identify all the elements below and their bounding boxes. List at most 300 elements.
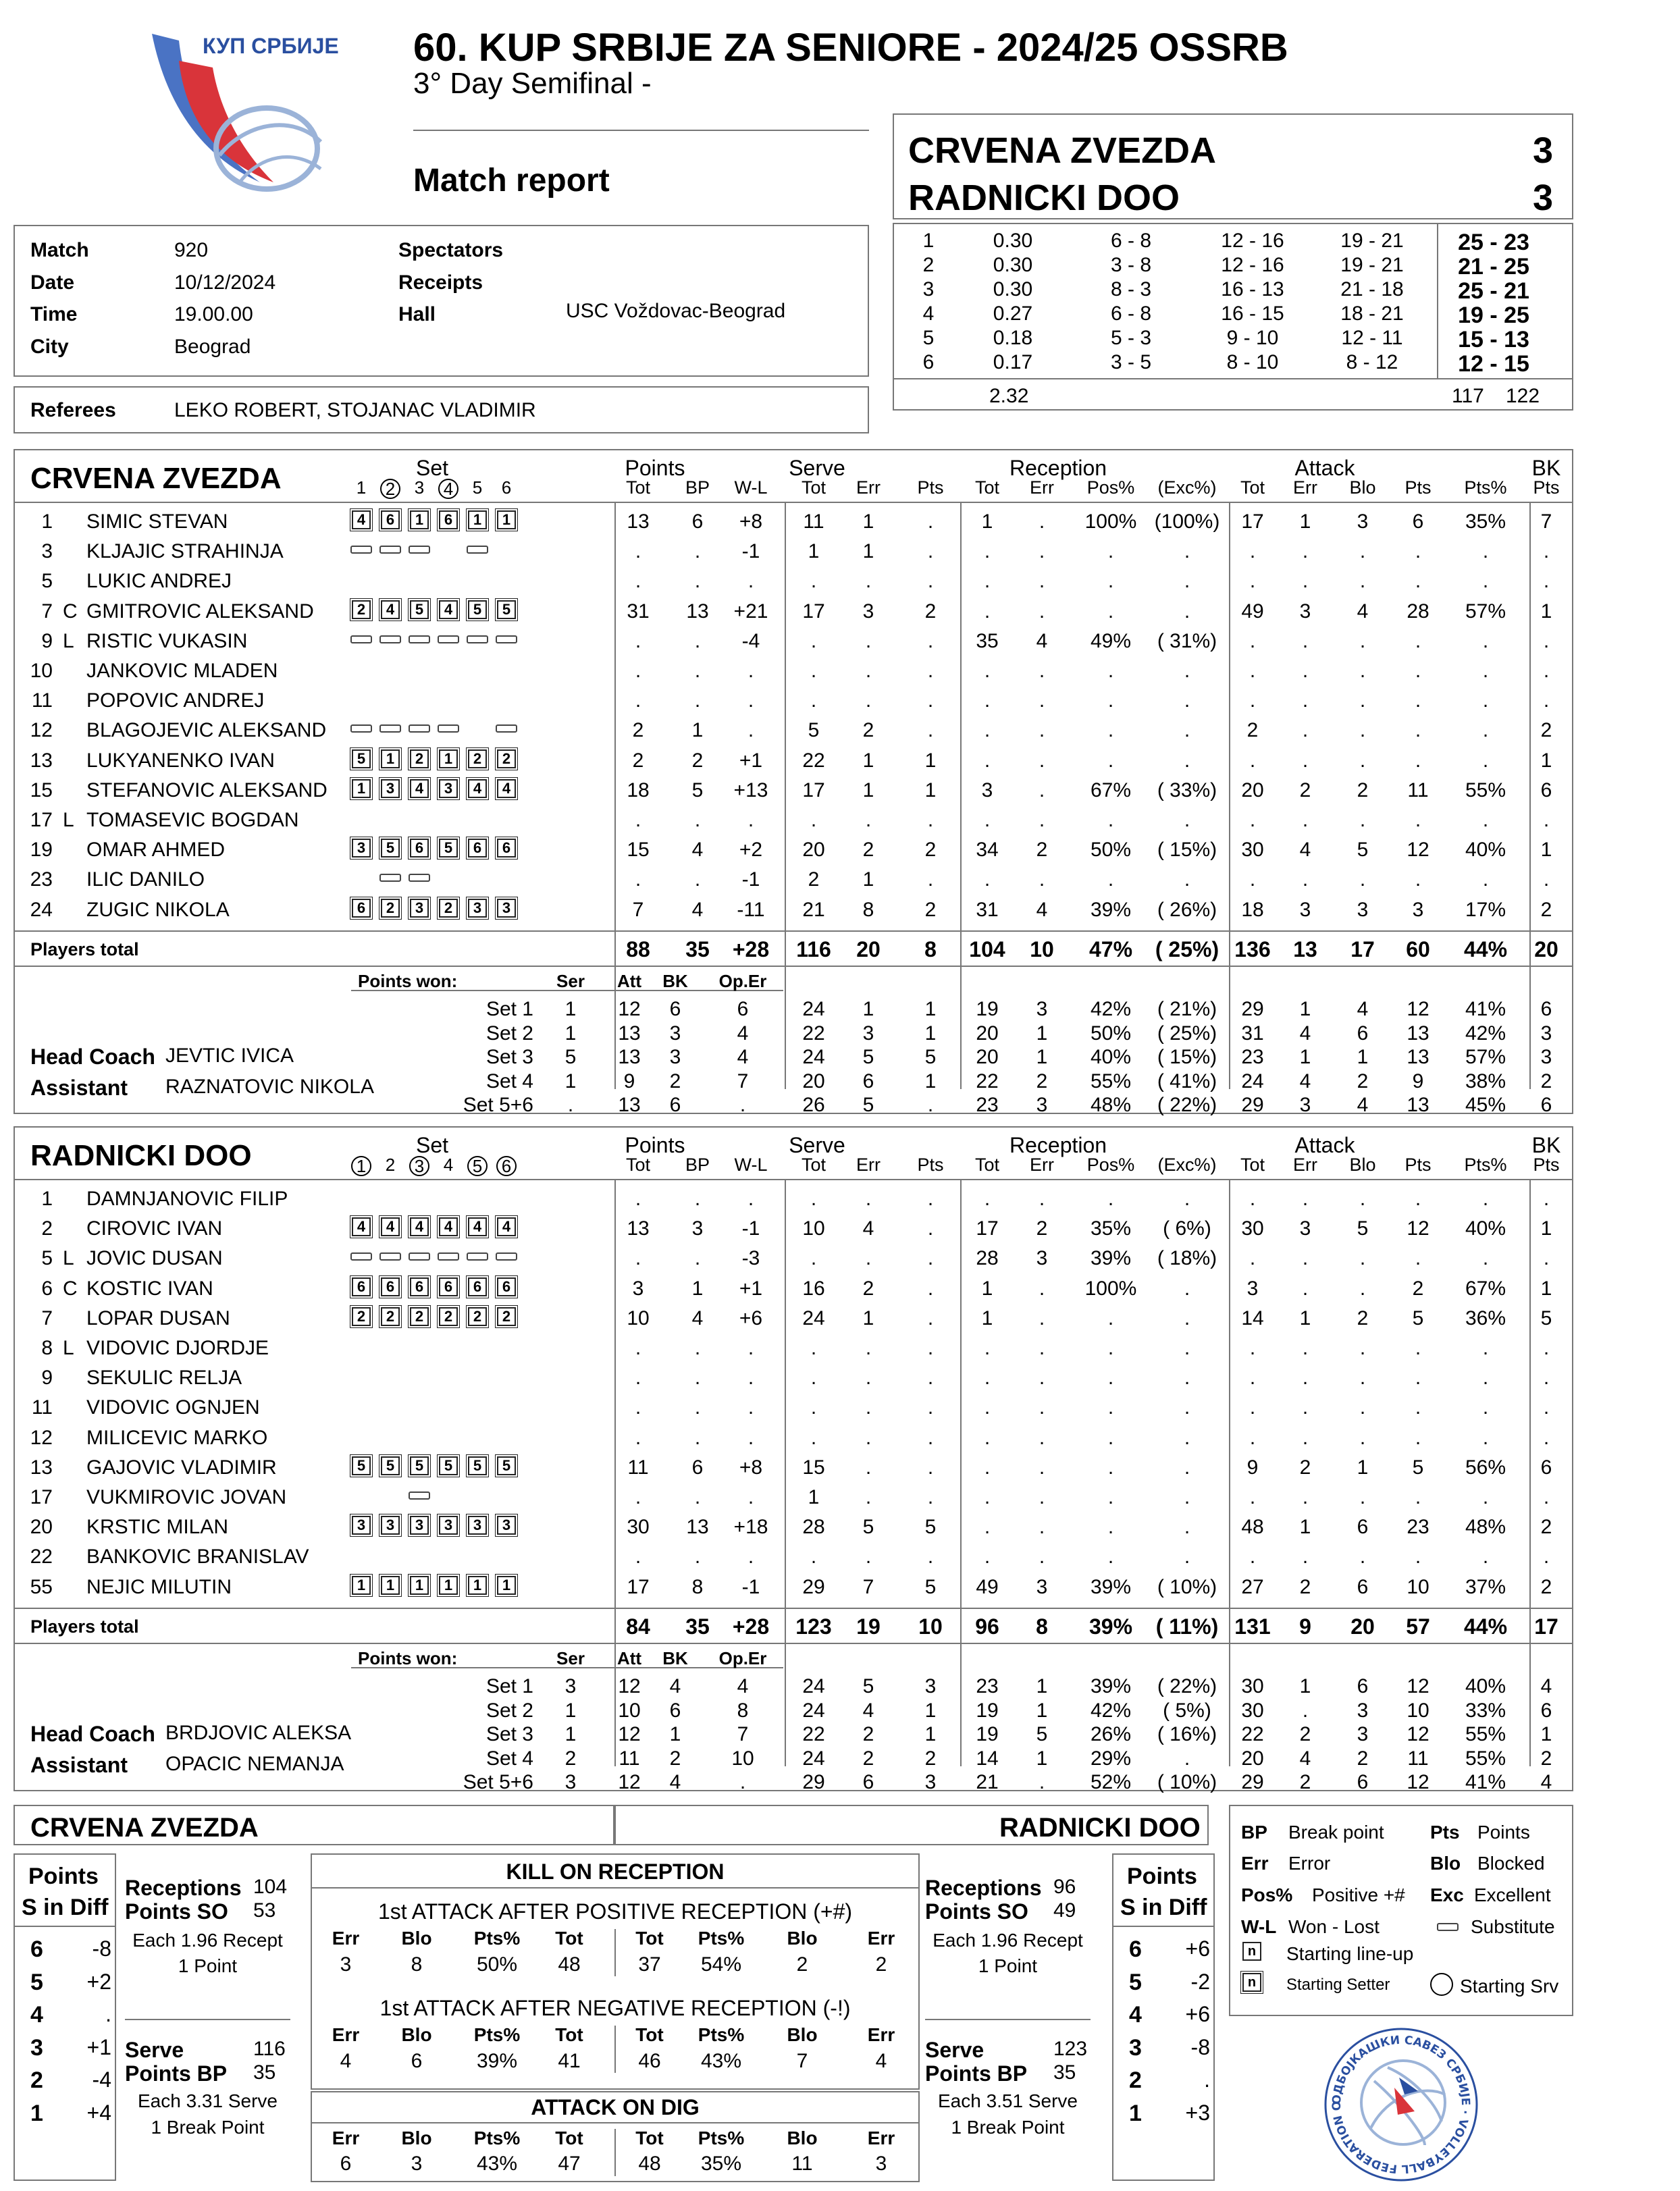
points-won-cell: 1 [565,1723,577,1745]
head-coach-name: JEVTIC IVICA [165,1045,294,1067]
set-number: 5 [467,1156,488,1176]
set-score-cell: 6 - 8 [1110,230,1152,252]
stat-cell: 5 [1412,1306,1424,1329]
stat-cell: . [635,1396,641,1419]
stat-cell: 34 [976,839,999,862]
set-stat-cell: 2 [1299,1723,1311,1745]
kill-column-header: Blo [787,2128,818,2148]
stat-cell: . [1249,1426,1256,1449]
kill-value: 7 [796,2050,808,2072]
stat-cell: . [1039,1546,1045,1568]
away-team-name: RADNICKI DOO [908,178,1180,218]
stat-cell: ( 15%) [1157,839,1217,862]
stat-cell: . [1543,1396,1550,1419]
set-stat-cell: 2 [862,1747,874,1770]
diff-value: -8 [92,1936,111,1961]
stat-cell: . [1039,719,1045,742]
stat-cell: 3 [632,1277,644,1300]
diff-value: +4 [86,2100,111,2125]
stat-cell: -4 [741,629,760,652]
stat-cell: . [1107,1367,1114,1390]
points-won-cell: 10 [731,1747,754,1770]
stat-cell: 67% [1465,1277,1506,1300]
set-final-score: 25 - 21 [1458,278,1529,304]
serve-value: 123 [1053,2038,1088,2060]
stat-cell: . [1359,1396,1366,1419]
stat-cell: . [927,1426,934,1449]
column-subheader: Pos% [1086,477,1135,498]
column-subheader: Tot [801,1155,826,1175]
set-stats-label: Set 4 [485,1070,533,1092]
stat-cell: 30 [1241,839,1264,862]
total-cell: 13 [1293,937,1317,961]
starting-position-mark: 4 [410,779,429,798]
kill-value: 3 [411,2153,423,2175]
substitute-mark [467,546,488,554]
stat-cell: . [1039,689,1045,712]
substitute-mark [379,546,401,554]
stat-cell: 27 [1241,1575,1264,1598]
substitute-mark [379,724,401,733]
set-number-header [493,479,520,496]
substitute-legend-text: Substitute [1471,1916,1555,1937]
stat-cell: . [1543,1188,1550,1210]
stat-cell: 11 [627,1456,649,1479]
stat-cell: -1 [741,1217,760,1240]
team-name: RADNICKI DOO [30,1139,252,1172]
kill-column-header: Err [867,1928,895,1949]
legend-description: Error [1288,1853,1331,1874]
stat-cell: . [1482,1546,1489,1568]
kill-column-header: Pts% [698,2024,745,2045]
starting-server-legend-text: Starting Srv [1460,1976,1559,1997]
total-divider [14,930,1573,932]
stat-cell: . [1302,1277,1309,1300]
set-score-cell: 12 - 16 [1221,254,1284,276]
set-stat-cell: 4 [1299,1747,1311,1770]
stat-cell: 35 [976,629,999,652]
stat-cell: 1 [1299,1516,1311,1539]
starting-position-mark: 3 [410,899,429,918]
home-team-name: CRVENA ZVEZDA [908,130,1217,171]
diff-value: -8 [1190,2034,1210,2059]
player-name: BLAGOJEVIC ALEKSAND [86,719,327,742]
starting-lineup-legend-mark: n [1242,1942,1261,1961]
points-won-cell: 13 [618,1022,641,1045]
s-in-value: 4 [30,2002,43,2028]
report-title: 60. KUP SRBIJE ZA SENIORE - 2024/25 OSSRB [413,26,1288,70]
set-stat-cell: 42% [1090,998,1132,1020]
stat-cell: 23 [1407,1516,1429,1539]
stat-cell: . [635,660,641,682]
stat-cell: . [1039,1486,1045,1508]
player-name: KOSTIC IVAN [86,1277,213,1300]
player-role: L [63,1337,74,1359]
set-score-cell: 6 - 8 [1110,302,1152,325]
s-in-value: 2 [30,2067,43,2093]
stat-cell: 39% [1090,1575,1132,1598]
title-divider [413,130,869,131]
set-stat-cell: 1 [1036,1747,1048,1770]
set-stat-cell: 1 [924,1699,937,1722]
stat-cell: . [1184,660,1190,682]
starting-position-mark: 4 [381,600,400,619]
stat-cell: 3 [1036,1575,1048,1598]
stat-cell: ( 6%) [1163,1217,1211,1240]
player-number: 12 [30,1426,53,1449]
points-won-subheader: Att [616,971,642,991]
stat-cell: 4 [862,1217,874,1240]
stat-cell: . [984,540,991,563]
federation-logo [1323,2027,1479,2182]
starting-position-mark: 6 [352,899,371,918]
receptions-value: 104 [253,1876,288,1898]
kill-value: 50% [476,1953,518,1976]
stat-cell: . [1249,689,1256,712]
stat-cell: . [1107,868,1114,891]
stat-cell: . [1482,1337,1489,1359]
attack-on-dig-title: ATTACK ON DIG [531,2095,700,2119]
stat-cell: . [927,540,934,563]
substitute-mark [409,1252,430,1261]
stat-cell: 10 [802,1217,825,1240]
starting-position-mark: 6 [410,839,429,857]
stat-cell: . [747,660,754,682]
stat-cell: . [747,1367,754,1390]
points-won-cell: 2 [669,1747,681,1770]
stat-cell: 30 [627,1516,650,1539]
stat-cell: . [1302,1396,1309,1419]
points-won-cell: 13 [618,1094,641,1116]
set-score-cell: 0.27 [993,302,1033,325]
starting-position-mark: 1 [410,1576,429,1595]
stat-cell: . [810,1337,817,1359]
stat-cell: . [694,1247,701,1270]
set-stat-cell: 41% [1465,998,1506,1020]
stat-cell: 6 [1357,1575,1369,1598]
stat-cell: . [747,809,754,831]
set-score-cell: 18 - 21 [1340,302,1404,325]
total-cell: 20 [1534,937,1558,961]
starting-position-mark: 5 [497,600,516,619]
total-cell: 57 [1406,1614,1430,1639]
stat-cell: 2 [1246,719,1259,742]
set-stat-cell: 19 [976,1723,999,1745]
set-number-header [435,479,462,499]
s-in-diff-divider [1112,1926,1215,1927]
set-score-cell: 19 - 21 [1340,230,1404,252]
starting-position-mark: 1 [439,749,458,768]
stat-cell: . [1249,570,1256,593]
points-bp-value: 35 [1053,2061,1076,2084]
set-stat-cell: 1 [1299,1675,1311,1697]
stat-cell: . [1359,749,1366,772]
stat-cell: 6 [1412,510,1424,533]
stat-cell: 40% [1465,839,1506,862]
stat-cell: 6 [1540,778,1552,801]
stat-cell: +13 [733,778,768,801]
player-name: ZUGIC NIKOLA [86,898,230,921]
kill-value: 4 [340,2050,352,2072]
stat-cell: 1 [1540,1277,1552,1300]
starting-position-mark: 4 [439,600,458,619]
kill-value: 47 [558,2153,581,2175]
stat-cell: 1 [862,540,874,563]
each-reception-text: Each 1.96 Recept [132,1930,283,1951]
stat-cell: . [1543,570,1550,593]
stat-cell: 7 [1540,510,1552,533]
set-stat-cell: 29% [1090,1747,1132,1770]
stat-cell: . [747,1486,754,1508]
set-stat-cell: 21 [976,1771,999,1793]
stat-cell: 12 [1407,839,1429,862]
points-so-label: Points SO [125,1899,228,1924]
stat-cell: 17 [802,778,825,801]
player-number: 13 [30,749,53,772]
stat-cell: 1 [862,1306,874,1329]
stat-cell: . [1302,868,1309,891]
set-stat-cell: 29 [802,1771,825,1793]
stat-cell: . [1543,540,1550,563]
set-stat-cell: 3 [862,1022,874,1045]
column-subheader: Err [856,1155,881,1175]
total-cell: 9 [1299,1614,1311,1639]
substitute-mark [409,874,430,882]
set-stat-cell: 1 [1036,1699,1048,1722]
set-stat-cell: 1 [924,1070,937,1092]
player-name: GAJOVIC VLADIMIR [86,1456,277,1479]
stat-cell: 4 [691,839,704,862]
player-name: JANKOVIC MLADEN [86,660,278,682]
stat-cell: . [747,1396,754,1419]
stat-cell: . [1302,1247,1309,1270]
stat-cell: . [810,1367,817,1390]
total-cell: +28 [732,1614,770,1639]
points-won-cell: 6 [669,1094,681,1116]
stat-cell: . [635,868,641,891]
stat-cell: . [635,1486,641,1508]
kill-value: 43% [476,2153,518,2175]
set-stat-cell: ( 25%) [1157,1022,1217,1045]
stat-cell: . [1543,1426,1550,1449]
points-won-cell: 6 [737,998,749,1020]
set-stat-cell: 1 [1357,1046,1369,1068]
team-name: CRVENA ZVEZDA [30,462,282,495]
stat-cell: . [865,1456,872,1479]
stat-cell: . [1359,868,1366,891]
set-stat-cell: 30 [1241,1675,1264,1697]
spectators-label: Spectators [398,239,504,261]
stat-cell: . [1543,1337,1550,1359]
legend-abbreviation: Err [1241,1853,1269,1874]
kill-value: 11 [791,2153,813,2175]
set-stat-cell: 19 [976,1699,999,1722]
stat-cell: . [810,1426,817,1449]
kill-value: 6 [340,2153,352,2175]
stat-cell: . [984,1188,991,1210]
kill-column-header: Tot [635,2128,664,2148]
set-stat-cell: 4 [1299,1070,1311,1092]
stat-cell: . [1249,660,1256,682]
stat-cell: 1 [862,749,874,772]
column-subheader: Err [1030,477,1054,498]
stat-cell: . [1359,570,1366,593]
time-label: Time [30,303,78,325]
starting-position-mark: 4 [439,1217,458,1236]
starting-position-mark: 1 [468,1576,487,1595]
stat-cell: . [635,629,641,652]
break-point-text: 1 Break Point [151,2117,265,2138]
set-stats-label: Set 1 [485,998,533,1020]
set-stat-cell: 6 [1357,1675,1369,1697]
stat-cell: . [865,660,872,682]
stat-cell: 2 [632,749,644,772]
stat-cell: . [927,1486,934,1508]
set-stat-cell: 42% [1465,1022,1506,1045]
total-divider [14,1608,1573,1609]
total-cell: +28 [732,937,770,961]
stat-cell: . [1359,1247,1366,1270]
stat-cell: . [635,1247,641,1270]
stat-cell: . [810,1188,817,1210]
starting-position-mark: 2 [497,1307,516,1326]
stat-cell: . [694,570,701,593]
header-divider [14,502,1573,503]
receptions-value: 96 [1053,1876,1076,1898]
stat-cell: ( 33%) [1157,778,1217,801]
header-divider [14,1179,1573,1180]
stat-cell: 2 [808,868,820,891]
serve-value: 116 [253,2038,286,2060]
points-won-cell: 1 [565,1699,577,1722]
stat-cell: . [1249,809,1256,831]
substitute-mark [409,1492,430,1500]
stat-cell: . [810,809,817,831]
stat-cell: -1 [741,1575,760,1598]
stat-cell: 10 [1407,1575,1429,1598]
stat-cell: . [1039,570,1045,593]
stat-cell: . [984,719,991,742]
stat-cell: . [1039,778,1045,801]
s-in-value: 1 [1129,2100,1142,2126]
players-total-label: Players total [30,1616,139,1637]
stat-cell: 2 [1299,1456,1311,1479]
stat-cell: . [1302,1426,1309,1449]
stat-cell: . [1482,1426,1489,1449]
set-score-cell: 12 - 16 [1221,230,1284,252]
serve-label: Serve [925,2038,985,2062]
set-stat-cell: 42% [1090,1699,1132,1722]
stat-cell: . [865,1337,872,1359]
starting-position-mark: 6 [497,839,516,857]
total-cell: 35 [685,937,710,961]
stat-cell: 16 [802,1277,825,1300]
stat-cell: ( 31%) [1157,629,1217,652]
stat-cell: 2 [1412,1277,1424,1300]
starting-position-mark: 4 [497,779,516,798]
set-score-cell: 0.30 [993,278,1033,300]
stat-cell: +8 [739,1456,763,1479]
set-stat-cell: 2 [1357,1070,1369,1092]
legend-description: Break point [1288,1822,1384,1843]
head-coach-label: Head Coach [30,1722,155,1746]
set-stat-cell: 55% [1090,1070,1132,1092]
stat-cell: 17% [1465,898,1506,921]
stat-cell: 4 [691,1306,704,1329]
stat-cell: 1 [862,868,874,891]
stat-cell: . [1302,809,1309,831]
set-stat-cell: 39% [1090,1675,1132,1697]
set-score-cell: 8 - 12 [1346,351,1398,373]
stat-cell: 1 [691,719,704,742]
s-in-diff-label: S in Diff [1120,1895,1207,1920]
set-score-cell: 2 [922,254,935,276]
stat-cell: 50% [1090,839,1132,862]
set-stats-label: Set 3 [485,1046,533,1068]
column-subheader: Tot [974,1155,1000,1175]
stat-cell: . [1482,1247,1489,1270]
set-stat-cell: 20 [976,1022,999,1045]
stat-cell: 7 [862,1575,874,1598]
stat-cell: . [1184,689,1190,712]
stat-cell: . [1359,1277,1366,1300]
set-number: 2 [380,479,400,499]
diff-value: -4 [92,2067,111,2092]
stat-cell: . [694,629,701,652]
kill-value: 3 [340,1953,352,1976]
cup-logo-text: КУП СРБИЈЕ [203,34,339,58]
starting-position-mark: 4 [410,1217,429,1236]
starting-position-mark: 5 [468,1456,487,1475]
stat-cell: +2 [739,839,763,862]
stat-cell: 2 [1540,1575,1552,1598]
set-stat-cell: 6 [862,1070,874,1092]
points-won-cell: 13 [618,1046,641,1068]
kill-value: 48 [558,1953,581,1976]
set-stat-cell: 52% [1090,1771,1132,1793]
stat-cell: . [810,660,817,682]
stat-cell: . [635,809,641,831]
stat-cell: . [927,1456,934,1479]
stat-cell: 2 [924,898,937,921]
set-score-cell: 1 [922,230,935,252]
stat-cell: 17 [802,600,825,623]
stat-cell: . [747,1546,754,1568]
stat-cell: . [1359,1188,1366,1210]
total-cell: ( 25%) [1155,937,1219,961]
set-score-cell: 9 - 10 [1226,327,1279,349]
starting-server-legend-mark [1430,1973,1453,1996]
set-stat-cell: 2 [862,1723,874,1745]
stat-cell: -3 [741,1247,760,1270]
set-stat-cell: 2 [1540,1747,1552,1770]
starting-position-mark: 5 [497,1456,516,1475]
player-name: OMAR AHMED [86,839,226,862]
player-name: BANKOVIC BRANISLAV [86,1546,309,1568]
player-role: C [63,1277,78,1300]
starting-position-mark: 3 [352,1516,371,1535]
stat-cell: . [927,1546,934,1568]
points-won-cell: 12 [618,1723,641,1745]
set-stat-cell: 5 [862,1675,874,1697]
points-won-cell: 6 [669,998,681,1020]
stat-cell: -1 [741,868,760,891]
starting-position-mark: 6 [439,1277,458,1296]
stat-cell: 100% [1084,1277,1137,1300]
stat-cell: . [1482,749,1489,772]
starting-position-mark: 5 [439,839,458,857]
stat-cell: . [1039,510,1045,533]
